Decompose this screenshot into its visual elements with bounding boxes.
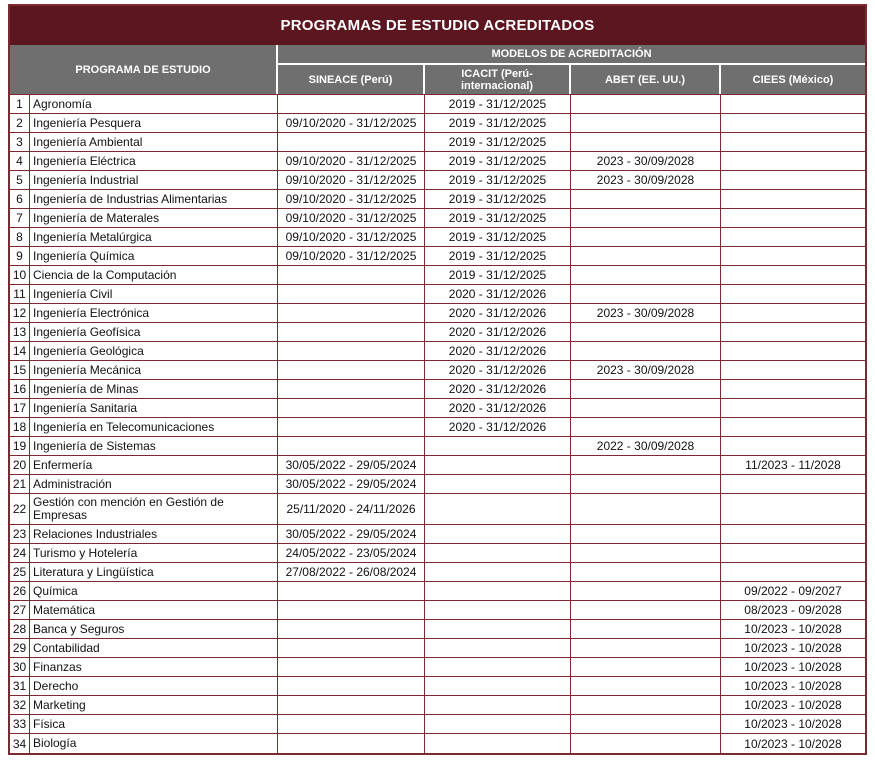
- ciees-validity: [721, 475, 865, 493]
- ciees-validity: 10/2023 - 10/2028: [744, 698, 842, 712]
- ciees-validity: [721, 133, 865, 151]
- icacit-validity: 2020 - 31/12/2026: [425, 361, 571, 379]
- program-name: Ingeniería Mecánica: [30, 361, 278, 379]
- ciees-validity: [721, 266, 865, 284]
- ciees-validity: 09/2022 - 09/2027: [744, 584, 842, 598]
- row-number: 31: [10, 677, 30, 695]
- ciees-validity: 11/2023 - 11/2028: [745, 458, 841, 472]
- sineace-validity: [278, 639, 425, 657]
- sineace-validity: [278, 734, 425, 753]
- program-name: Finanzas: [30, 658, 278, 676]
- table-row: [10, 563, 865, 582]
- program-name: Enfermería: [30, 456, 278, 474]
- abet-validity: [571, 247, 721, 265]
- program-name: Ciencia de la Computación: [30, 266, 278, 284]
- sineace-validity: [278, 696, 425, 714]
- row-number: 6: [10, 190, 30, 208]
- column-header-sineace: SINEACE (Perú): [278, 65, 423, 94]
- row-number: 3: [10, 133, 30, 151]
- ciees-validity: [721, 399, 865, 417]
- ciees-validity: [721, 171, 865, 189]
- abet-validity: 2023 - 30/09/2028: [571, 152, 721, 170]
- row-number: 11: [10, 285, 30, 303]
- program-name: Ingeniería Geofísica: [30, 323, 278, 341]
- program-name: Ingeniería Metalúrgica: [30, 228, 278, 246]
- icacit-validity: 2020 - 31/12/2026: [425, 304, 571, 322]
- icacit-validity: [425, 658, 571, 676]
- table-row: [10, 380, 865, 399]
- icacit-validity: [425, 639, 571, 657]
- abet-validity: [571, 190, 721, 208]
- icacit-validity: [425, 456, 571, 474]
- icacit-validity: 2019 - 31/12/2025: [425, 171, 571, 189]
- sineace-validity: 09/10/2020 - 31/12/2025: [278, 209, 425, 227]
- abet-validity: [571, 323, 721, 341]
- program-name: Biología: [30, 734, 278, 753]
- abet-validity: [571, 475, 721, 493]
- table-row: [10, 342, 865, 361]
- sineace-validity: [278, 437, 425, 455]
- ciees-validity: [721, 494, 865, 524]
- program-name: Banca y Seguros: [30, 620, 278, 638]
- table-row: [10, 133, 865, 152]
- row-number: 20: [10, 456, 30, 474]
- row-number: 26: [10, 582, 30, 600]
- abet-validity: [571, 601, 721, 619]
- row-number: 25: [10, 563, 30, 581]
- sineace-validity: [278, 715, 425, 733]
- table-row: [10, 190, 865, 209]
- program-name: Ingeniería Civil: [30, 285, 278, 303]
- row-number: 2: [10, 114, 30, 132]
- program-name: Ingeniería en Telecomunicaciones: [30, 418, 278, 436]
- row-number: 32: [10, 696, 30, 714]
- icacit-validity: [425, 437, 571, 455]
- sineace-validity: 09/10/2020 - 31/12/2025: [278, 228, 425, 246]
- program-name: Relaciones Industriales: [30, 525, 278, 543]
- table-row: [10, 715, 865, 734]
- abet-validity: [571, 114, 721, 132]
- abet-validity: [571, 582, 721, 600]
- sineace-validity: [278, 361, 425, 379]
- abet-validity: [571, 285, 721, 303]
- abet-validity: [571, 620, 721, 638]
- table-row: [10, 601, 865, 620]
- table-row: [10, 323, 865, 342]
- ciees-validity: 10/2023 - 10/2028: [744, 736, 842, 751]
- icacit-validity: 2019 - 31/12/2025: [425, 209, 571, 227]
- abet-validity: [571, 525, 721, 543]
- table-row: [10, 456, 865, 475]
- table-row: [10, 525, 865, 544]
- sineace-validity: [278, 323, 425, 341]
- program-name: Ingeniería de Minas: [30, 380, 278, 398]
- table-row: [10, 418, 865, 437]
- sineace-validity: [278, 582, 425, 600]
- program-name: Ingeniería Química: [30, 247, 278, 265]
- program-name: Agronomía: [30, 95, 278, 113]
- sineace-validity: 27/08/2022 - 26/08/2024: [278, 563, 425, 581]
- abet-validity: [571, 734, 721, 753]
- table-row: [10, 475, 865, 494]
- icacit-validity: 2019 - 31/12/2025: [425, 95, 571, 113]
- sineace-validity: 09/10/2020 - 31/12/2025: [278, 152, 425, 170]
- table-row: [10, 677, 865, 696]
- program-name: Turismo y Hotelería: [30, 544, 278, 562]
- sineace-validity: [278, 133, 425, 151]
- sineace-validity: [278, 266, 425, 284]
- table-row: [10, 266, 865, 285]
- icacit-validity: 2020 - 31/12/2026: [425, 399, 571, 417]
- abet-validity: [571, 266, 721, 284]
- sineace-validity: [278, 342, 425, 360]
- sineace-validity: [278, 399, 425, 417]
- table-row: [10, 285, 865, 304]
- icacit-validity: 2020 - 31/12/2026: [425, 380, 571, 398]
- table-row: [10, 114, 865, 133]
- icacit-validity: 2020 - 31/12/2026: [425, 342, 571, 360]
- ciees-validity: [721, 209, 865, 227]
- row-number: 5: [10, 171, 30, 189]
- column-group-header-models: MODELOS DE ACREDITACIÓN: [278, 45, 865, 63]
- program-name: Física: [30, 715, 278, 733]
- ciees-validity: [721, 190, 865, 208]
- program-name: Gestión con mención en Gestión de Empresas: [30, 494, 278, 524]
- icacit-validity: [425, 696, 571, 714]
- abet-validity: [571, 95, 721, 113]
- program-name: Ingeniería Electrónica: [30, 304, 278, 322]
- row-number: 18: [10, 418, 30, 436]
- program-name: Marketing: [30, 696, 278, 714]
- sineace-validity: [278, 620, 425, 638]
- row-number: 33: [10, 715, 30, 733]
- ciees-validity: [721, 544, 865, 562]
- icacit-validity: [425, 475, 571, 493]
- sineace-validity: [278, 285, 425, 303]
- table-row: [10, 361, 865, 380]
- abet-validity: [571, 639, 721, 657]
- ciees-validity: [721, 361, 865, 379]
- row-number: 15: [10, 361, 30, 379]
- table-row: [10, 399, 865, 418]
- sineace-validity: 30/05/2022 - 29/05/2024: [278, 456, 425, 474]
- page-title: PROGRAMAS DE ESTUDIO ACREDITADOS: [10, 6, 865, 45]
- table-row: [10, 247, 865, 266]
- sineace-validity: [278, 418, 425, 436]
- row-number: 21: [10, 475, 30, 493]
- ciees-validity: [721, 323, 865, 341]
- abet-validity: [571, 677, 721, 695]
- icacit-validity: 2019 - 31/12/2025: [425, 247, 571, 265]
- ciees-validity: 08/2023 - 09/2028: [744, 603, 842, 617]
- row-number: 13: [10, 323, 30, 341]
- program-name: Ingeniería de Materales: [30, 209, 278, 227]
- row-number: 23: [10, 525, 30, 543]
- table-row: [10, 228, 865, 247]
- row-number: 29: [10, 639, 30, 657]
- sineace-validity: 09/10/2020 - 31/12/2025: [278, 171, 425, 189]
- sineace-validity: [278, 601, 425, 619]
- program-name: Matemática: [30, 601, 278, 619]
- program-name: Ingeniería Eléctrica: [30, 152, 278, 170]
- icacit-validity: [425, 677, 571, 695]
- table-row: [10, 171, 865, 190]
- icacit-validity: [425, 620, 571, 638]
- row-number: 22: [10, 494, 30, 524]
- row-number: 17: [10, 399, 30, 417]
- icacit-validity: 2020 - 31/12/2026: [425, 418, 571, 436]
- abet-validity: [571, 209, 721, 227]
- ciees-validity: [721, 95, 865, 113]
- sineace-validity: 09/10/2020 - 31/12/2025: [278, 190, 425, 208]
- sineace-validity: [278, 304, 425, 322]
- abet-validity: 2023 - 30/09/2028: [571, 361, 721, 379]
- table-row: [10, 734, 865, 753]
- abet-validity: [571, 696, 721, 714]
- icacit-validity: [425, 734, 571, 753]
- table-row: [10, 696, 865, 715]
- row-number: 9: [10, 247, 30, 265]
- abet-validity: [571, 494, 721, 524]
- abet-validity: [571, 544, 721, 562]
- abet-validity: 2022 - 30/09/2028: [571, 437, 721, 455]
- abet-validity: [571, 342, 721, 360]
- ciees-validity: [721, 342, 865, 360]
- program-name: Ingeniería Industrial: [30, 171, 278, 189]
- column-header-program: PROGRAMA DE ESTUDIO: [10, 45, 276, 94]
- abet-validity: [571, 456, 721, 474]
- row-number: 27: [10, 601, 30, 619]
- table-row: [10, 494, 865, 525]
- table-row: [10, 152, 865, 171]
- sineace-validity: [278, 95, 425, 113]
- column-header-icacit: ICACIT (Perú-internacional): [425, 65, 569, 94]
- table-row: [10, 582, 865, 601]
- sineace-validity: [278, 677, 425, 695]
- sineace-validity: [278, 380, 425, 398]
- table-row: [10, 620, 865, 639]
- icacit-validity: [425, 582, 571, 600]
- ciees-validity: 10/2023 - 10/2028: [744, 679, 842, 693]
- icacit-validity: [425, 525, 571, 543]
- program-name: Literatura y Lingüística: [30, 563, 278, 581]
- row-number: 1: [10, 95, 30, 113]
- ciees-validity: [721, 525, 865, 543]
- sineace-validity: 30/05/2022 - 29/05/2024: [278, 525, 425, 543]
- icacit-validity: 2019 - 31/12/2025: [425, 114, 571, 132]
- program-name: Ingeniería Ambiental: [30, 133, 278, 151]
- table-row: [10, 95, 865, 114]
- ciees-validity: [721, 304, 865, 322]
- abet-validity: [571, 418, 721, 436]
- row-number: 8: [10, 228, 30, 246]
- abet-validity: 2023 - 30/09/2028: [571, 171, 721, 189]
- accredited-programs-table: [8, 4, 867, 755]
- abet-validity: [571, 715, 721, 733]
- ciees-validity: [721, 114, 865, 132]
- program-name: Química: [30, 582, 278, 600]
- row-number: 30: [10, 658, 30, 676]
- sineace-validity: 30/05/2022 - 29/05/2024: [278, 475, 425, 493]
- program-name: Ingeniería Geológica: [30, 342, 278, 360]
- abet-validity: [571, 563, 721, 581]
- row-number: 24: [10, 544, 30, 562]
- row-number: 16: [10, 380, 30, 398]
- icacit-validity: [425, 494, 571, 524]
- program-name: Ingeniería Sanitaria: [30, 399, 278, 417]
- abet-validity: [571, 399, 721, 417]
- program-name: Ingeniería de Sistemas: [30, 437, 278, 455]
- abet-validity: [571, 228, 721, 246]
- program-name: Contabilidad: [30, 639, 278, 657]
- table-header: [10, 45, 865, 94]
- table-row: [10, 639, 865, 658]
- ciees-validity: [721, 285, 865, 303]
- column-header-abet: ABET (EE. UU.): [571, 65, 719, 94]
- table-row: [10, 544, 865, 563]
- row-number: 19: [10, 437, 30, 455]
- ciees-validity: 10/2023 - 10/2028: [744, 660, 842, 674]
- ciees-validity: [721, 228, 865, 246]
- row-number: 34: [10, 734, 30, 753]
- row-number: 14: [10, 342, 30, 360]
- program-name: Ingeniería Pesquera: [30, 114, 278, 132]
- table-body: [10, 94, 865, 753]
- icacit-validity: [425, 544, 571, 562]
- sineace-validity: [278, 658, 425, 676]
- sineace-validity: 24/05/2022 - 23/05/2024: [278, 544, 425, 562]
- icacit-validity: 2020 - 31/12/2026: [425, 323, 571, 341]
- row-number: 10: [10, 266, 30, 284]
- table-row: [10, 437, 865, 456]
- program-name: Ingeniería de Industrias Alimentarias: [30, 190, 278, 208]
- abet-validity: 2023 - 30/09/2028: [571, 304, 721, 322]
- abet-validity: [571, 380, 721, 398]
- table-row: [10, 209, 865, 228]
- icacit-validity: 2019 - 31/12/2025: [425, 133, 571, 151]
- icacit-validity: [425, 563, 571, 581]
- icacit-validity: [425, 715, 571, 733]
- ciees-validity: 10/2023 - 10/2028: [744, 717, 842, 731]
- sineace-validity: 25/11/2020 - 24/11/2026: [278, 494, 425, 524]
- ciees-validity: [721, 380, 865, 398]
- icacit-validity: 2019 - 31/12/2025: [425, 266, 571, 284]
- icacit-validity: 2019 - 31/12/2025: [425, 228, 571, 246]
- ciees-validity: [721, 247, 865, 265]
- ciees-validity: [721, 418, 865, 436]
- row-number: 7: [10, 209, 30, 227]
- sineace-validity: 09/10/2020 - 31/12/2025: [278, 247, 425, 265]
- abet-validity: [571, 133, 721, 151]
- icacit-validity: 2019 - 31/12/2025: [425, 190, 571, 208]
- row-number: 12: [10, 304, 30, 322]
- program-name: Administración: [30, 475, 278, 493]
- sineace-validity: 09/10/2020 - 31/12/2025: [278, 114, 425, 132]
- abet-validity: [571, 658, 721, 676]
- ciees-validity: 10/2023 - 10/2028: [744, 622, 842, 636]
- row-number: 4: [10, 152, 30, 170]
- table-row: [10, 304, 865, 323]
- column-header-ciees: CIEES (México): [721, 65, 865, 94]
- table-row: [10, 658, 865, 677]
- ciees-validity: [721, 563, 865, 581]
- row-number: 28: [10, 620, 30, 638]
- ciees-validity: [721, 437, 865, 455]
- icacit-validity: 2020 - 31/12/2026: [425, 285, 571, 303]
- icacit-validity: [425, 601, 571, 619]
- ciees-validity: 10/2023 - 10/2028: [744, 641, 842, 655]
- program-name: Derecho: [30, 677, 278, 695]
- ciees-validity: [721, 152, 865, 170]
- icacit-validity: 2019 - 31/12/2025: [425, 152, 571, 170]
